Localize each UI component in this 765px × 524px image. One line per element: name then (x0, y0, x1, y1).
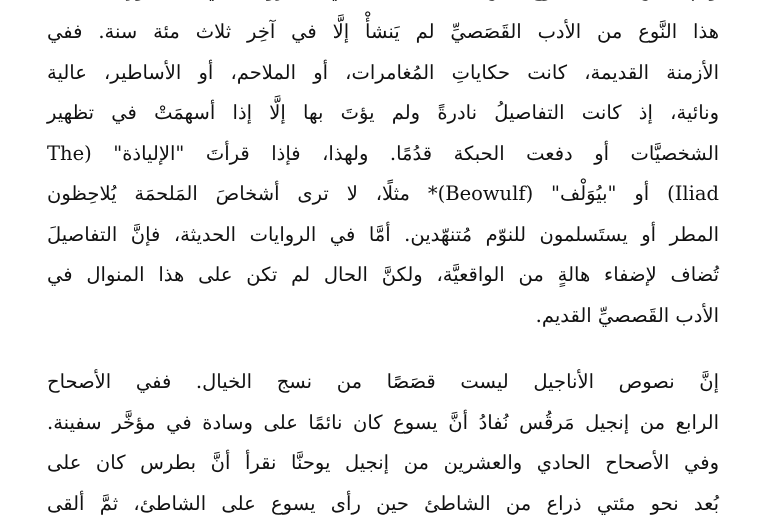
text-line: الأزمنة القديمة، كانت حكاياتِ المُغامرات، أو الملاحم، أو الأساطير، عالية (47, 53, 719, 94)
text-line (47, 0, 719, 11)
text-line: المطر أو يستَسلمون للنوّم مُتنهّدين. أمَّا في الروايات الحديثة، فإنَّ التفاصيلَ (47, 215, 719, 256)
cut-off-top-line (47, 0, 719, 11)
text-line: Iliad) أو "بيُوَلْف" (Beowulf)* مثلًا، لا ترى أشخاصَ المَلحمَة يُلاحِظون (47, 174, 719, 215)
text-line: هذا النَّوع من الأدب القَصَصيِّ لم يَنشأْ إلَّا في آخِر ثلاث مئة سنة. ففي (47, 12, 719, 53)
paragraph-2 (47, 362, 719, 524)
text-line: وفي الأصحاح الحادي والعشرين من إنجيل يوحنَّا نقرأ أنَّ بطرس كان على (47, 443, 719, 484)
text-line: بُعد نحو مئتي ذراع من الشاطئ حين رأى يسوع على الشاطئ، ثمَّ ألقى (47, 484, 719, 524)
text-line: تُضاف لإضفاء هالةٍ من الواقعيَّة، ولكنَّ الحال لم تكن على هذا المنوال في (47, 255, 719, 296)
text-line: ونائية، إذ كانت التفاصيلُ نادرةً ولم يؤتَ بها إلَّا إذا أسهمَتْ في تظهير (47, 93, 719, 134)
text-line: الأدب القَصصيِّ القديم. (47, 296, 719, 337)
text-line: الشخصيَّات أو دفعت الحبكة قدُمًا. ولهذا، فإذا قرأتَ "الإلياذة" (The (47, 134, 719, 175)
text-line: الرابع من إنجيل مَرقُس نُفادُ أنَّ يسوع كان نائمًا على وسادة في مؤخَّر سفينة. (47, 403, 719, 444)
paragraph-1 (47, 12, 719, 336)
text-line: إنَّ نصوص الأناجيل ليست قصَصًا من نسج الخيال. ففي الأصحاح (47, 362, 719, 403)
